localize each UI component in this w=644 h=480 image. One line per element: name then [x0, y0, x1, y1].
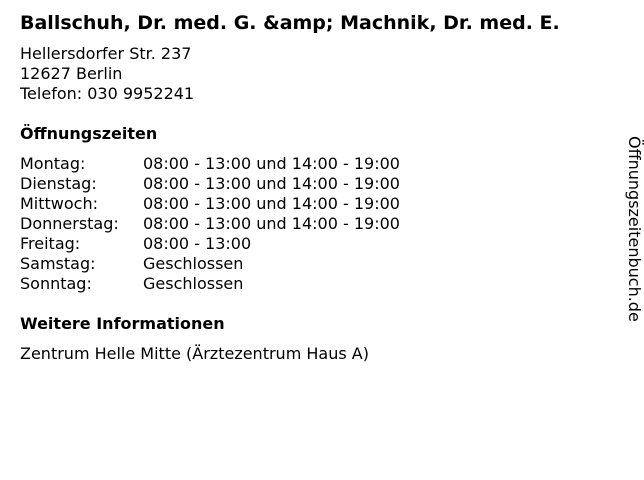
address-city: 12627 Berlin — [20, 64, 123, 83]
hours-row-friday — [20, 234, 400, 254]
hours-time-value: Geschlossen — [143, 274, 244, 293]
more-info-text: Zentrum Helle Mitte (Ärztezentrum Haus A) — [20, 344, 369, 363]
hours-time-value: 08:00 - 13:00 und 14:00 - 19:00 — [143, 154, 400, 173]
hours-row-wednesday — [20, 194, 400, 214]
address-block — [20, 44, 194, 104]
site-watermark: Öffnungszeitenbuch.de — [625, 136, 644, 322]
hours-day-label: Dienstag: — [20, 174, 97, 193]
hours-row-saturday — [20, 254, 400, 274]
hours-time-value: Geschlossen — [143, 254, 244, 273]
opening-hours-list — [20, 154, 400, 294]
hours-time-value: 08:00 - 13:00 — [143, 234, 252, 253]
hours-time-value: 08:00 - 13:00 und 14:00 - 19:00 — [143, 194, 400, 213]
opening-hours-heading: Öffnungszeiten — [20, 124, 158, 143]
hours-day-label: Mittwoch: — [20, 194, 98, 213]
hours-row-monday — [20, 154, 400, 174]
hours-time-value: 08:00 - 13:00 und 14:00 - 19:00 — [143, 214, 400, 233]
more-info-heading: Weitere Informationen — [20, 314, 225, 333]
practice-title: Ballschuh, Dr. med. G. &amp; Machnik, Dr. med. E. — [20, 12, 560, 34]
hours-day-label: Samstag: — [20, 254, 96, 273]
phone-number: Telefon: 030 9952241 — [20, 84, 195, 103]
address-street: Hellersdorfer Str. 237 — [20, 44, 192, 63]
hours-day-label: Donnerstag: — [20, 214, 119, 233]
hours-row-thursday — [20, 214, 400, 234]
hours-row-sunday — [20, 274, 400, 294]
hours-day-label: Freitag: — [20, 234, 81, 253]
hours-day-label: Montag: — [20, 154, 86, 173]
hours-row-tuesday — [20, 174, 400, 194]
hours-time-value: 08:00 - 13:00 und 14:00 - 19:00 — [143, 174, 400, 193]
hours-day-label: Sonntag: — [20, 274, 92, 293]
